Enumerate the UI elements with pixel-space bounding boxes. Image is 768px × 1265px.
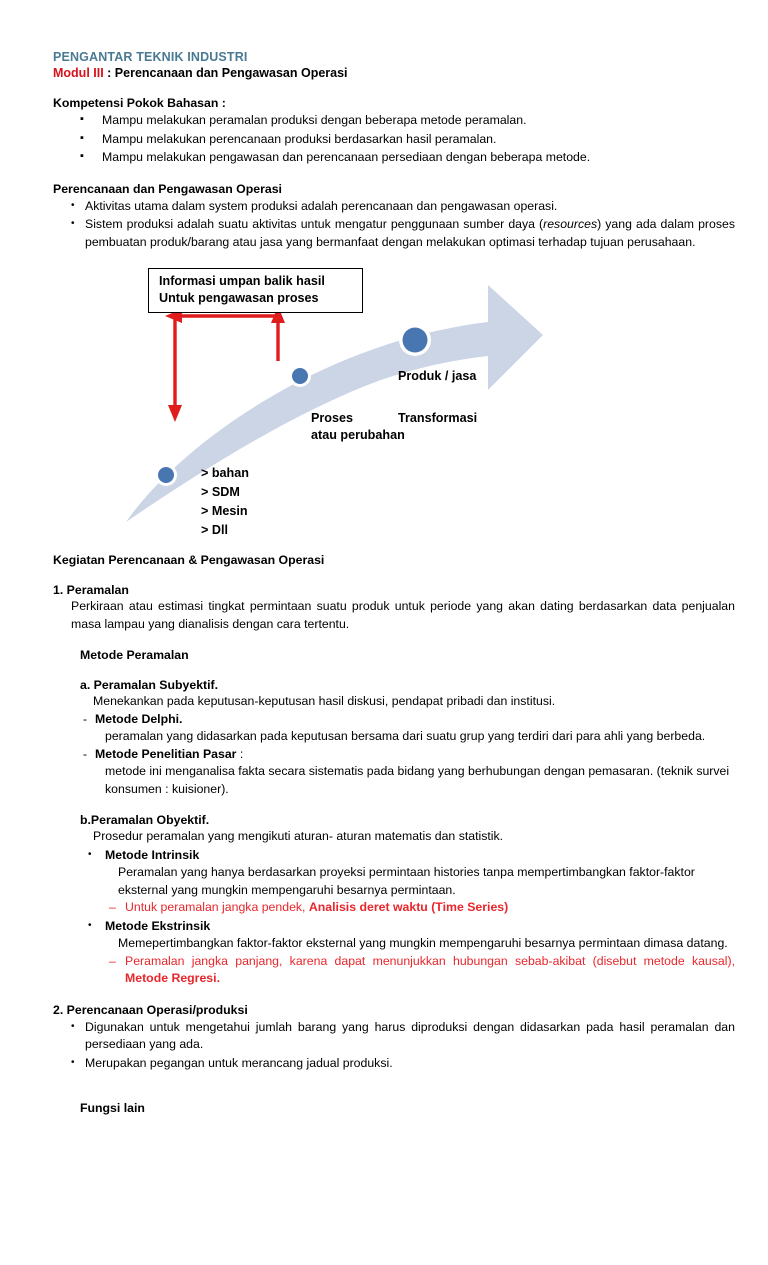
operations-list: [53, 1019, 735, 1073]
list-item: • Aktivitas utama dalam system produksi adalah perencanaan dan pengawasan operasi.: [53, 198, 735, 216]
intrinsic-note-list: [53, 899, 735, 917]
list-item: [53, 746, 735, 764]
list-item: [53, 216, 735, 251]
other-functions-heading: Fungsi lain: [80, 1101, 145, 1115]
extrinsic-note-list: [53, 953, 735, 988]
list-item: • Digunakan untuk mengetahui jumlah barang yang harus diproduksi dengan didasarkan pada hasil peramalan dan persediaan yang ada.: [53, 1019, 735, 1054]
delphi-body: peramalan yang didasarkan pada keputusan bersama dari suatu grup yang terdiri dari para ahli yang berbeda.: [105, 729, 706, 743]
callout-line-2: Untuk pengawasan proses: [159, 291, 319, 305]
extrinsic-note-bold: Metode Regresi.: [125, 971, 220, 985]
operations-heading: 2. Perencanaan Operasi/produksi: [53, 1002, 248, 1017]
intrinsic-body: Peramalan yang hanya berdasarkan proyeksi permintaan histories tanpa mempertimbangkan faktor-faktor eksternal yang mungkin mempengaruhi besarnya permintaan.: [118, 865, 695, 897]
planning-item2-a: Sistem produksi adalah suatu aktivitas untuk mengatur penggunaan sumber daya (: [85, 217, 544, 231]
forecasting-methods-heading: Metode Peramalan: [80, 648, 189, 662]
page-title: PENGANTAR TEKNIK INDUSTRI: [53, 50, 248, 64]
subjective-heading: a. Peramalan Subyektif.: [80, 678, 219, 692]
objective-heading: b.Peramalan Obyektif.: [80, 813, 210, 827]
module-subtitle-rest: : Perencanaan dan Pengawasan Operasi: [103, 66, 348, 80]
feedback-arrowhead-down: [168, 405, 182, 422]
delphi-title: Metode Delphi.: [95, 711, 183, 726]
extrinsic-body: Memepertimbangkan faktor-faktor eksternal yang mungkin mempengaruhi besarnya permintaan dimasa datang.: [118, 936, 728, 950]
list-item: ▪ Mampu melakukan perencanaan produksi berdasarkan hasil peramalan.: [53, 131, 735, 149]
forecasting-heading: 1. Peramalan: [53, 583, 129, 597]
planning-list: [53, 198, 735, 252]
input-item: > Dll: [201, 523, 228, 537]
forecasting-intro: Perkiraan atau estimasi tingkat permintaan suatu produk untuk periode yang akan dating berdasarkan data penjualan masa lampau yang dianalisis dengan cara tertentu.: [71, 599, 735, 631]
list-item: ▪ Mampu melakukan peramalan produksi dengan beberapa metode peramalan.: [53, 112, 735, 130]
label-transformasi: Transformasi: [398, 411, 478, 425]
list-item: [53, 953, 735, 988]
feedback-callout-box: [148, 268, 363, 313]
input-item: > bahan: [201, 466, 249, 480]
list-item: • Merupakan pegangan untuk merancang jadual produksi.: [53, 1055, 735, 1073]
extrinsic-title: Metode Ekstrinsik: [105, 918, 211, 933]
list-item: [53, 899, 735, 917]
market-research-title: Metode Penelitian Pasar: [95, 746, 237, 761]
list-item: [53, 918, 735, 936]
intrinsic-method-list: [53, 847, 735, 865]
market-research-body: metode ini menganalisa fakta secara sistematis pada bidang yang berhubungan dengan pemasaran. (teknik survei konsumen : kuisioner).: [105, 764, 730, 796]
objective-intro: Prosedur peramalan yang mengikuti aturan- aturan matematis dan statistik.: [93, 829, 504, 843]
callout-line-1: Informasi umpan balik hasil: [159, 274, 325, 288]
intrinsic-title: Metode Intrinsik: [105, 847, 200, 862]
label-proses: [311, 410, 405, 443]
input-item: > SDM: [201, 485, 240, 499]
subjective-method-list: [53, 711, 735, 729]
market-method-list: [53, 746, 735, 764]
label-input-resources: [201, 464, 249, 540]
subjective-intro: Menekankan pada keputusan-keputusan hasil diskusi, pendapat pribadi dan institusi.: [93, 694, 556, 708]
list-item: [53, 847, 735, 865]
label-proses-line-2: atau perubahan: [311, 427, 405, 442]
activities-heading: Kegiatan Perencanaan & Pengawasan Operasi: [53, 553, 325, 567]
list-item: ▪ Mampu melakukan pengawasan dan perencanaan persediaan dengan beberapa metode.: [53, 149, 735, 167]
intrinsic-note-bold: Analisis deret waktu (Time Series): [308, 900, 509, 914]
input-item: > Mesin: [201, 504, 248, 518]
planning-heading: Perencanaan dan Pengawasan Operasi: [53, 181, 282, 196]
market-research-title-suffix: :: [236, 746, 244, 761]
node-bahan: [155, 464, 177, 486]
intrinsic-note-plain: Untuk peramalan jangka pendek,: [125, 900, 309, 914]
label-produk-jasa: Produk / jasa: [398, 369, 477, 383]
node-produk: [399, 324, 431, 356]
document-content: [53, 50, 735, 1116]
competency-heading: Kompetensi Pokok Bahasan :: [53, 96, 226, 110]
transformation-arrow-shape: [126, 285, 543, 522]
label-proses-line-1: Proses: [311, 411, 354, 425]
extrinsic-method-list: [53, 918, 735, 936]
process-flow-diagram: [53, 260, 735, 537]
list-item: [53, 711, 735, 729]
competency-list: [53, 112, 735, 167]
extrinsic-note-plain: Peramalan jangka panjang, karena dapat menunjukkan hubungan sebab-akibat (disebut metode kausal),: [125, 953, 735, 968]
planning-item2-b: ) yang ada dalam proses pembuatan produk/barang atau jasa yang bermanfaat dengan melakukan optimasi terhadap tujuan perusahaan.: [85, 217, 735, 249]
node-proses: [289, 365, 311, 387]
module-label: Modul III: [53, 66, 104, 80]
module-subtitle: [53, 65, 735, 81]
planning-item2-emphasis: resources: [543, 217, 598, 231]
feedback-loop-arrow: [175, 316, 278, 412]
